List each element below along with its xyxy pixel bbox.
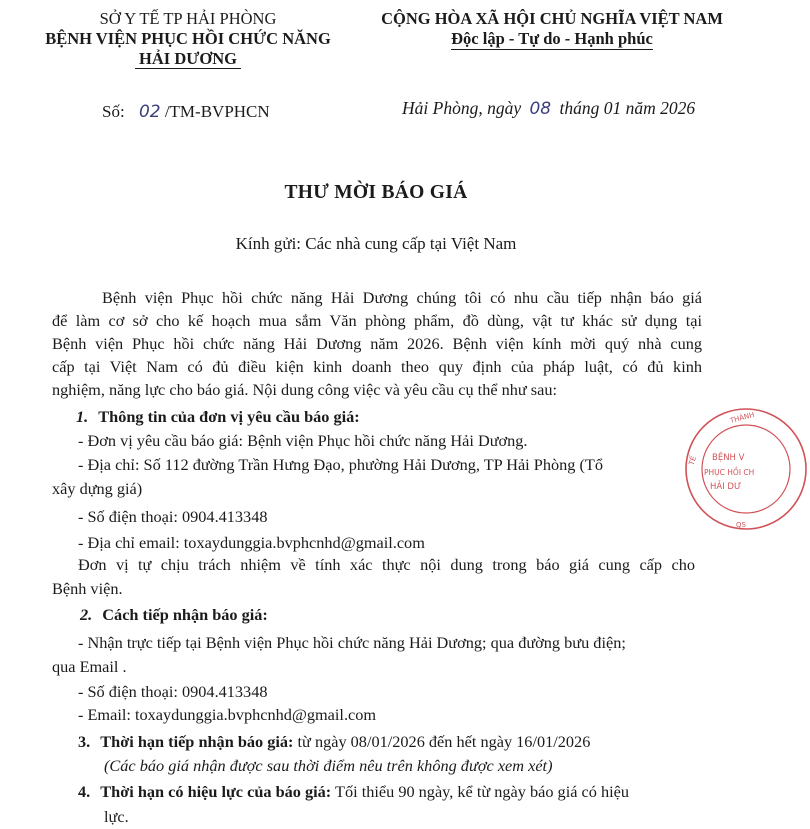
intro-line-3: Bệnh viện Phục hồi chức năng Hải Dương năm 2026. Bệnh viện kính mời quý nhà cung	[52, 334, 702, 353]
intro-line-1: Bệnh viện Phục hồi chức năng Hải Dương chúng tôi có nhu cầu tiếp nhận báo giá	[102, 288, 702, 307]
intro-line-5: nghiệm, năng lực cho báo giá. Nội dung công việc và yêu cầu cụ thể như sau:	[52, 380, 558, 399]
seal-arc-bottom: QS	[736, 521, 746, 529]
section-1-address-line-1: - Địa chỉ: Số 112 đường Trần Hưng Đạo, phường Hải Dương, TP Hải Phòng (Tổ	[78, 455, 603, 474]
doc-number-handwritten: 02	[138, 102, 161, 122]
section-3-title: Thời hạn tiếp nhận báo giá:	[100, 732, 294, 751]
ministry-name: SỞ Y TẾ TP HẢI PHÒNG	[99, 9, 277, 28]
national-title: CỘNG HÒA XÃ HỘI CHỦ NGHĨA VIỆT NAM	[381, 9, 723, 28]
section-1-heading	[76, 405, 360, 429]
section-4-text-line-2: lực.	[104, 807, 129, 826]
doc-title: THƯ MỜI BÁO GIÁ	[284, 182, 468, 203]
seal-arc-top: THÀNH	[729, 410, 756, 425]
date-day-handwritten: 08	[529, 99, 552, 119]
national-motto: Độc lập - Tự do - Hạnh phúc	[451, 29, 653, 48]
section-2-heading	[80, 603, 268, 627]
doc-number-label: Số:	[102, 102, 125, 121]
section-4-title: Thời hạn có hiệu lực của báo giá:	[100, 782, 332, 801]
date-suffix: tháng 01 năm 2026	[559, 98, 696, 118]
hospital-name: BỆNH VIỆN PHỤC HỒI CHỨC NĂNG	[45, 29, 331, 48]
section-1-number: 1.	[76, 407, 89, 426]
section-1-unit: - Đơn vị yêu cầu báo giá: Bệnh viện Phục hồi chức năng Hải Dương.	[78, 431, 528, 450]
seal-arc-left: TẾ	[687, 455, 699, 467]
section-2-phone: - Số điện thoại: 0904.413348	[78, 682, 268, 701]
section-2-number: 2.	[80, 605, 93, 624]
section-1-note-line-1: Đơn vị tự chịu trách nhiệm về tính xác thực nội dung trong báo giá cung cấp cho	[78, 555, 695, 574]
intro-line-2: để làm cơ sở cho kế hoạch mua sắm Văn phòng phẩm, đồ dùng, vật tư khác sử dụng tại	[52, 311, 702, 330]
section-1-phone: - Số điện thoại: 0904.413348	[78, 507, 268, 526]
section-2-receive-line-1: - Nhận trực tiếp tại Bệnh viện Phục hồi chức năng Hải Dương; qua đường bưu điện;	[78, 633, 626, 652]
intro-line-4: cấp tại Việt Nam có đủ điều kiện kinh doanh theo quy định của pháp luật, có đủ kinh	[52, 357, 702, 376]
seal-text-line-1: BỆNH V	[712, 453, 745, 463]
doc-number-suffix: /TM-BVPHCN	[164, 102, 270, 121]
seal-text-line-3: HẢI DƯ	[710, 482, 742, 492]
hospital-seal-stamp	[682, 405, 810, 533]
section-2-receive-line-2: qua Email .	[52, 657, 127, 676]
section-2-email: - Email: toxaydunggia.bvphcnhd@gmail.com	[78, 705, 377, 724]
section-3	[78, 730, 590, 754]
seal-text-line-2: PHỤC HỒI CH	[704, 468, 755, 477]
section-2-title: Cách tiếp nhận báo giá:	[102, 605, 268, 624]
section-4	[78, 780, 629, 804]
header-right	[352, 9, 752, 49]
date-prefix: Hải Phòng, ngày	[402, 98, 522, 118]
section-4-number: 4.	[78, 782, 91, 801]
hospital-name-line2: HẢI DƯƠNG	[135, 49, 241, 69]
section-3-number: 3.	[78, 732, 91, 751]
section-4-text-line-1: Tối thiểu 90 ngày, kể từ ngày báo giá có hiệu	[331, 782, 629, 801]
doc-date	[402, 98, 695, 119]
recipient: Kính gửi: Các nhà cung cấp tại Việt Nam	[235, 234, 517, 253]
section-1-email: - Địa chỉ email: toxaydunggia.bvphcnhd@gmail.com	[78, 533, 425, 552]
section-1-title: Thông tin của đơn vị yêu cầu báo giá:	[98, 407, 360, 426]
section-3-text: từ ngày 08/01/2026 đến hết ngày 16/01/2026	[293, 732, 591, 751]
doc-number	[102, 102, 270, 122]
section-1-address-line-2: xây dựng giá)	[52, 479, 143, 498]
header-left	[0, 9, 376, 69]
section-3-note: (Các báo giá nhận được sau thời điểm nêu trên không được xem xét)	[104, 756, 553, 775]
section-1-note-line-2: Bệnh viện.	[52, 579, 123, 598]
